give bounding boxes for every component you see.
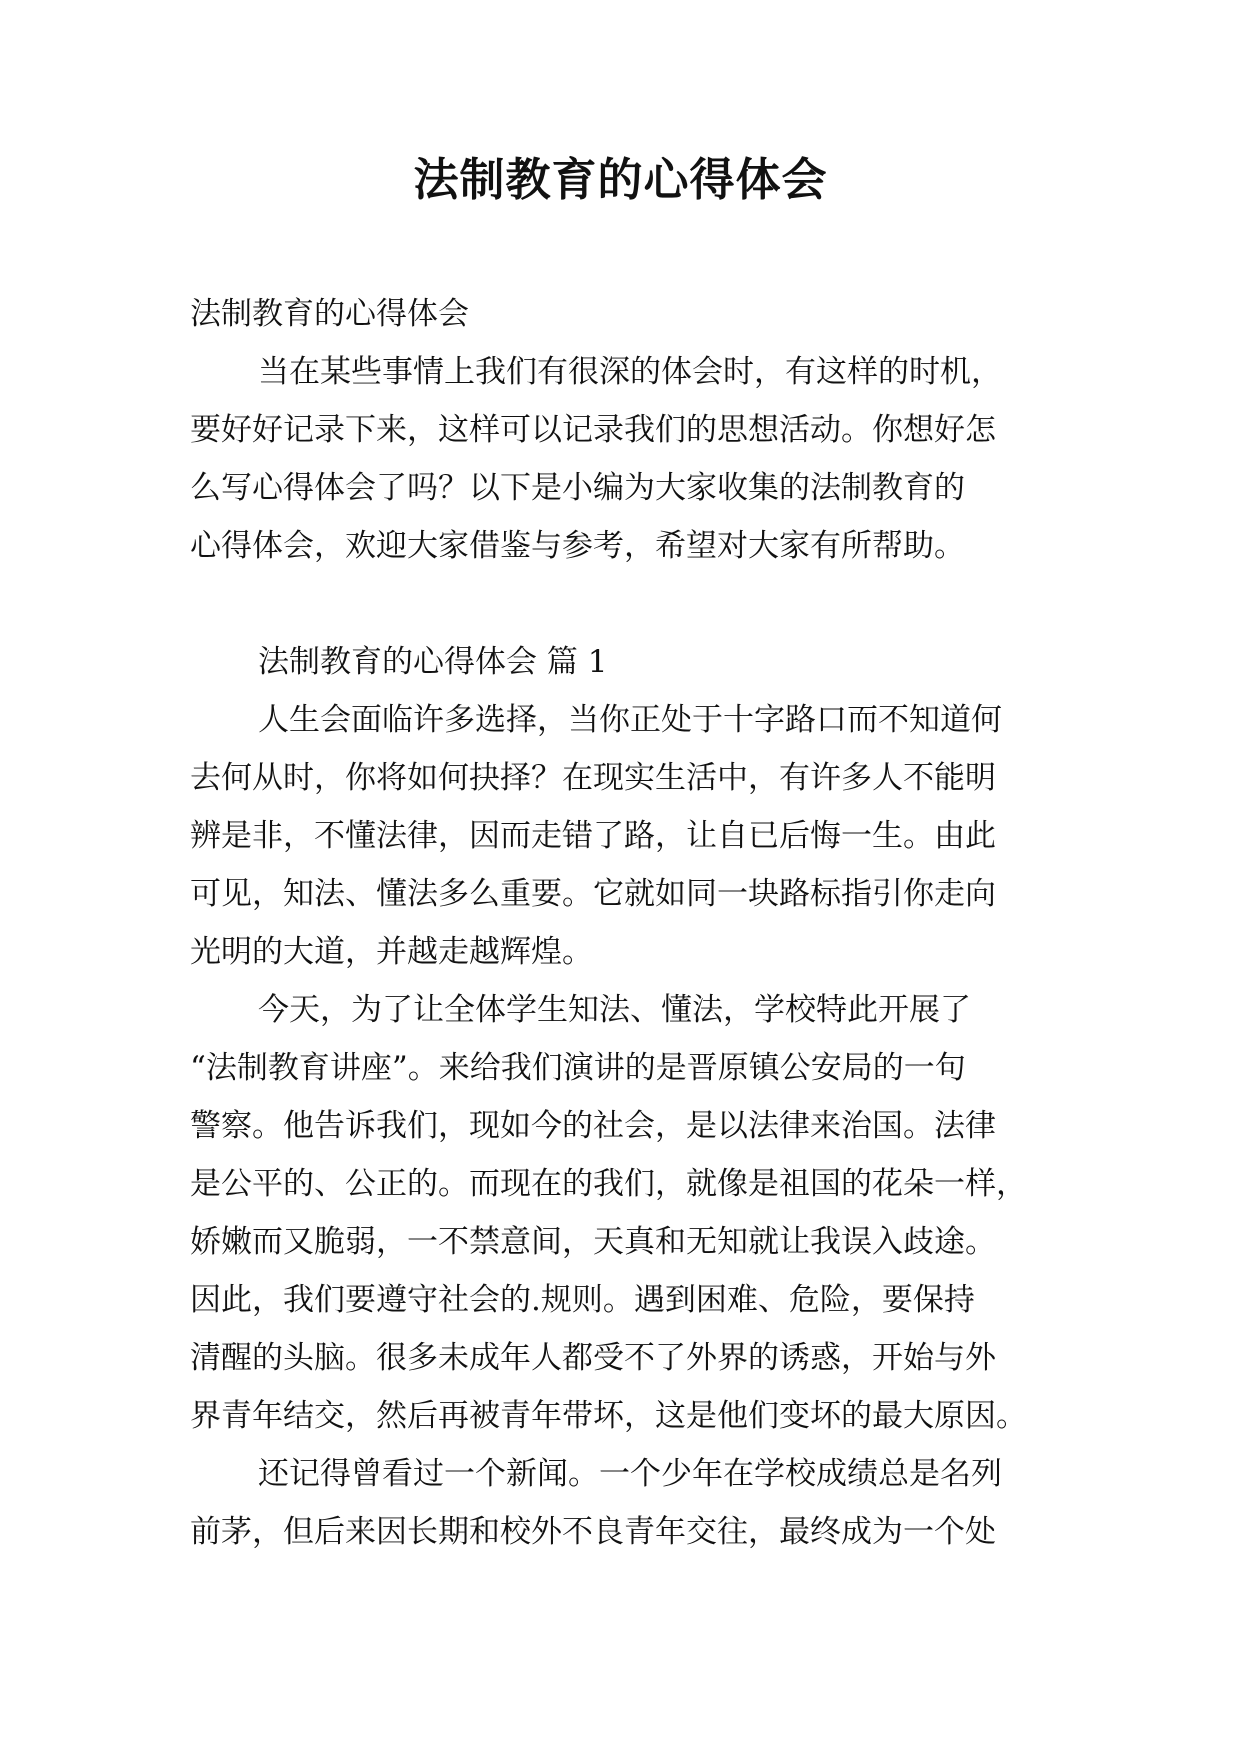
paragraph1-line-1: 人生会面临许多选择，当你正处于十字路口而不知道何: [258, 702, 1002, 738]
page-title: 法制教育的心得体会: [413, 153, 828, 206]
paragraph2-line-8: 界青年结交，然后再被青年带坏，这是他们变坏的最大原因。: [190, 1398, 1027, 1434]
intro-line-3: 么写心得体会了吗？以下是小编为大家收集的法制教育的: [190, 470, 965, 506]
paragraph3-line-1: 还记得曾看过一个新闻。一个少年在学校成绩总是名列: [258, 1456, 1002, 1492]
paragraph1-line-2: 去何从时，你将如何抉择？在现实生活中，有许多人不能明: [190, 760, 996, 796]
paragraph1-line-4: 可见，知法、懂法多么重要。它就如同一块路标指引你走向: [190, 876, 996, 912]
document-body: [190, 285, 1060, 1561]
paragraph2-line-3: 警察。他告诉我们，现如今的社会，是以法律来治国。法律: [190, 1108, 996, 1144]
paragraph2-line-4: 是公平的、公正的。而现在的我们，就像是祖国的花朵一样，: [190, 1166, 1027, 1202]
paragraph2-line-1: 今天，为了让全体学生知法、懂法，学校特此开展了: [258, 992, 971, 1028]
subtitle: 法制教育的心得体会: [190, 296, 469, 332]
paragraph2-line-7: 清醒的头脑。很多未成年人都受不了外界的诱惑，开始与外: [190, 1340, 996, 1376]
paragraph2-line-2: “法制教育讲座”。来给我们演讲的是晋原镇公安局的一句: [190, 1050, 966, 1086]
blank-line: [190, 575, 1060, 633]
intro-line-4: 心得体会，欢迎大家借鉴与参考，希望对大家有所帮助。: [190, 528, 965, 564]
paragraph1-line-5: 光明的大道，并越走越辉煌。: [190, 934, 593, 970]
paragraph1-line-3: 辨是非，不懂法律，因而走错了路，让自已后悔一生。由此: [190, 818, 996, 854]
paragraph2-line-6: 因此，我们要遵守社会的.规则。遇到困难、危险，要保持: [190, 1282, 975, 1318]
paragraph2-line-5: 娇嫩而又脆弱，一不禁意间，天真和无知就让我误入歧途。: [190, 1224, 996, 1260]
intro-line-2: 要好好记录下来，这样可以记录我们的思想活动。你想好怎: [190, 412, 996, 448]
paragraph3-line-2: 前茅，但后来因长期和校外不良青年交往，最终成为一个处: [190, 1514, 996, 1550]
section-heading: 法制教育的心得体会 篇 1: [258, 644, 608, 680]
intro-line-1: 当在某些事情上我们有很深的体会时，有这样的时机，: [258, 354, 1002, 390]
